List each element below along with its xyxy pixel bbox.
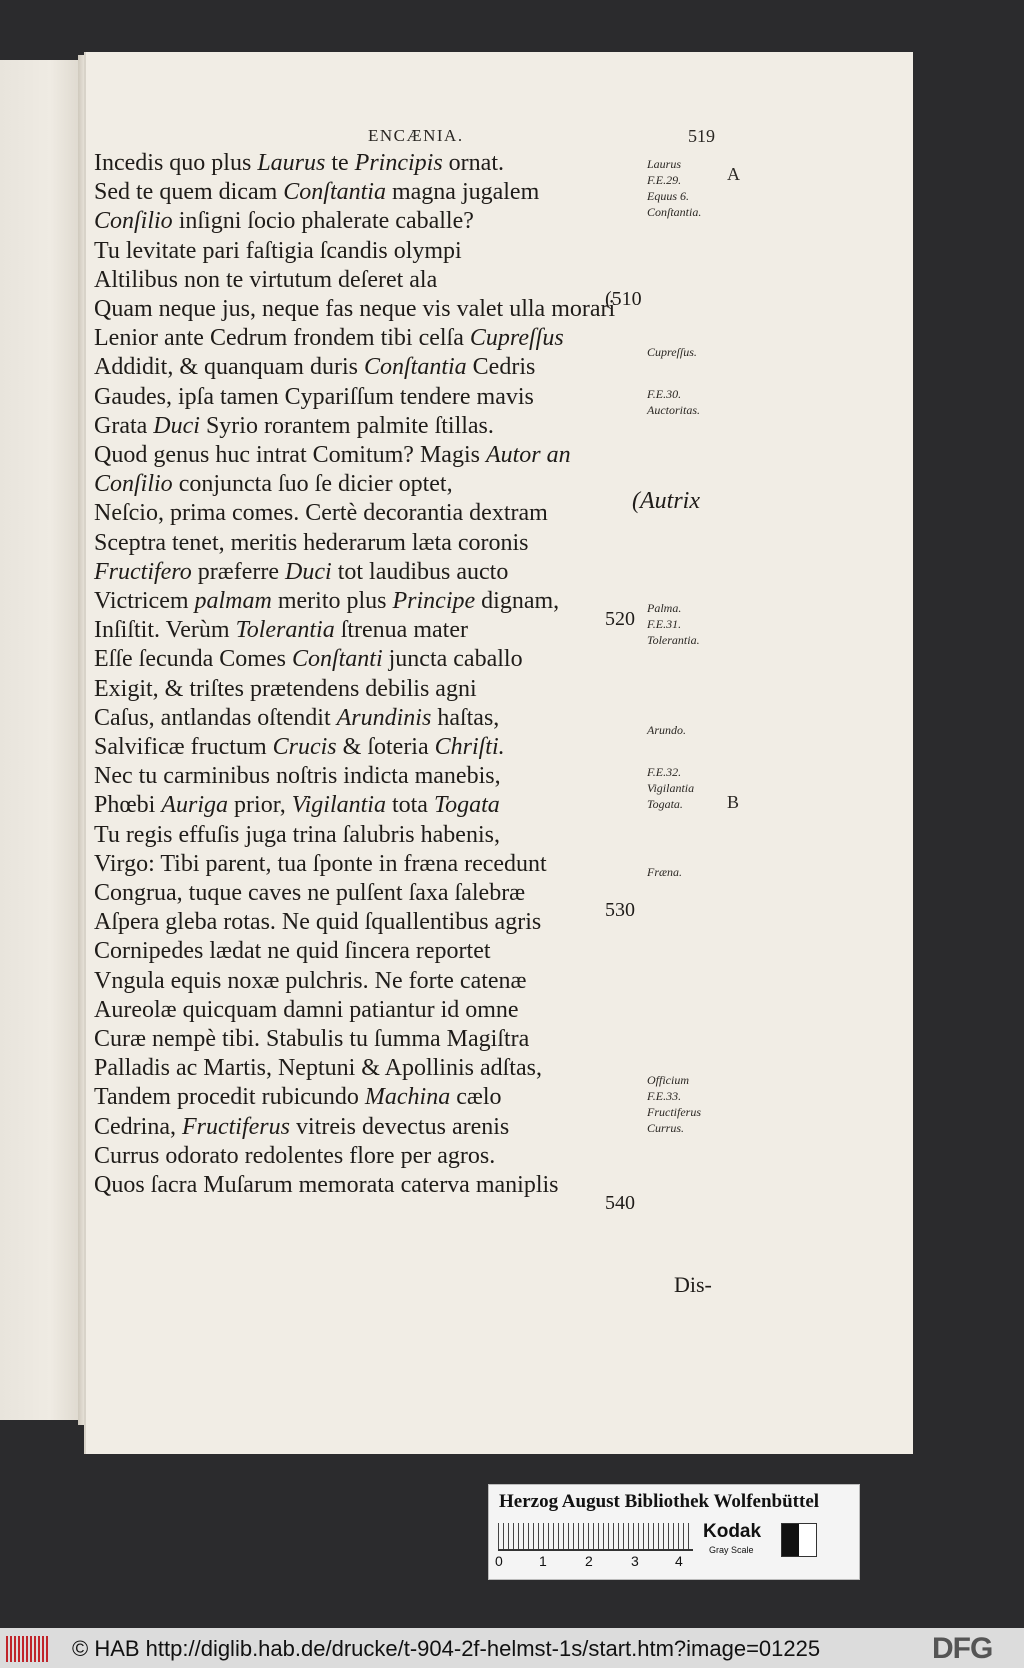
verse-line: Fructifero præferre Duci tot laudibus aucto [94,558,509,585]
archive-color-card [488,1484,860,1580]
source-url[interactable]: © HAB http://diglib.hab.de/drucke/t-904-2f-helmst-1s/start.htm?image=01225 [72,1636,821,1661]
line-number-530: 530 [605,899,635,921]
italic-word: palmam [194,588,272,614]
ruler-label: 2 [585,1553,593,1569]
verse-line: Sed te quem dicam Conſtantia magna jugalem [94,179,540,206]
italic-word: Tolerantia [235,617,335,644]
verse-line: Addidit, & quanquam duris Conſtantia Cedris [94,354,536,381]
italic-word: Conſtantia [363,354,467,381]
verse-line: Sceptra tenet, meritis hederarum læta coronis [94,529,529,556]
verse-line: Tu levitate pari faſtigia ſcandis olympi [94,237,462,264]
dfg-logo: DFG [932,1632,993,1665]
italic-word: Crucis [272,734,337,760]
verse-line: Palladis ac Martis, Neptuni & Apollinis adſtas, [94,1055,542,1082]
verse-line: Incedis quo plus Laurus te Principis ornat. [94,150,504,176]
ruler-label: 4 [675,1553,683,1569]
italic-word: Duci [285,558,332,585]
verse-line: Altilibus non te virtutum deſeret ala [94,266,438,293]
ruler-label: 1 [539,1553,547,1569]
italic-word: Conſtantia [283,179,386,206]
line-number-540: 540 [605,1192,635,1214]
verse-text [84,52,913,1454]
scanned-page [84,52,913,1454]
italic-word: Principis [354,150,443,176]
verse-line: Congrua, tuque caves ne pulſent ſaxa ſalebræ [94,880,526,906]
grayscale-patch [781,1523,817,1557]
verse-line: Aureolæ quicquam damni patiantur id omne [94,996,519,1023]
running-head: ENCÆNIA. [368,126,464,145]
verse-line: Exigit, & triſtes prætendens debilis agni [94,675,477,702]
italic-word: Arundinis [336,704,432,731]
verse-line: Currus odorato redolentes flore per agros. [94,1142,496,1169]
verse-line: Quam neque jus, neque fas neque vis valet ulla morari [94,296,616,322]
scale-ruler [498,1523,693,1551]
margin-note-4: Palma. F.E.31. Tolerantia. [647,601,700,647]
italic-word: Autor an [485,442,571,468]
verse-line: Victricem palmam merito plus Principe dignam, [94,588,560,614]
verse-line: Conſilio inſigni ſocio phalerate caballe? [94,208,474,235]
ruler-label: 0 [495,1553,503,1569]
italic-word: Vigilantia [291,792,386,819]
verse-line: Cedrina, Fructiferus vitreis devectus arenis [94,1113,510,1140]
section-mark-a: A [727,164,740,184]
margin-note-6: F.E.32. Vigilantia Togata. [647,765,695,811]
ruler-label: 3 [631,1553,639,1569]
italic-word: Conſilio [94,208,173,235]
italic-word: Conſilio [94,471,173,498]
verse-line: Grata Duci Syrio rorantem palmite ſtillas. [94,412,494,439]
kodak-subtitle: Gray Scale [709,1545,754,1555]
italic-word: Principe [392,588,476,614]
margin-note-8: Officium F.E.33. Fructiferus Currus. [647,1073,701,1135]
italic-word: Fructiferus [181,1113,290,1140]
verse-line: Tu regis effuſis juga trina ſalubris habenis, [94,821,500,848]
verse-line: Nec tu carminibus noſtris indicta manebis, [94,763,501,790]
section-mark-b: B [727,792,740,812]
kodak-logo: Kodak [703,1521,762,1542]
italic-word: Fructifero [94,558,192,585]
italic-word: Machina [364,1084,451,1111]
facing-page-edge [0,60,84,1420]
margin-note-5: Arundo. [647,723,686,737]
verse-line: Aſpera gleba rotas. Ne quid ſquallentibus agris [94,909,542,936]
italic-word: Togata [433,792,500,819]
verse-line: Eſſe ſecunda Comes Conſtanti juncta caballo [94,646,523,673]
verse-line: Salvificæ fructum Crucis & ſoteria Chriſti. [94,734,505,760]
margin-note-3: F.E.30. Auctoritas. [647,387,700,417]
verse-line: Inſiſtit. Verùm Tolerantia ſtrenua mater [94,617,468,644]
italic-word: Duci [153,412,200,439]
verse-line: Curæ nempè tibi. Stabulis tu ſumma Magiſtra [94,1026,530,1052]
verse-line: Quod genus huc intrat Comitum? Magis Autor an [94,442,571,468]
verse-line: Phœbi Auriga prior, Vigilantia tota Togata [94,792,500,819]
line-number-520: 520 [605,608,635,630]
verse-line: Conſilio conjuncta ſuo ſe dicier optet, [94,471,453,498]
ruler-labels [495,1553,705,1571]
barcode-icon [6,1636,50,1662]
italic-word: Cupreſſus [469,325,564,352]
margin-note-2: Cupreſſus. [647,345,697,359]
verse-line: Vngula equis noxæ pulchris. Ne forte catenæ [94,967,527,994]
verse-line: Virgo: Tibi parent, tua ſponte in fræna recedunt [94,850,547,877]
verse-line: Quos ſacra Muſarum memorata caterva maniplis [94,1172,559,1198]
margin-note-1: Laurus F.E.29. Equus 6. Conſtantia. [647,157,702,219]
page-number: 519 [688,126,715,146]
verse-line: Neſcio, prima comes. Certè decorantia dextram [94,500,548,527]
catchword: Dis- [674,1272,712,1297]
margin-note-7: Fræna. [647,865,683,879]
verse-line: Caſus, antlandas oſtendit Arundinis haſtas, [94,704,500,731]
verse-line: Gaudes, ipſa tamen Cypariſſum tendere mavis [94,383,534,410]
verse-line: Tandem procedit rubicundo Machina cælo [94,1084,502,1111]
verse-line: Cornipedes lædat ne quid ſincera reportet [94,938,491,965]
line-autrix: (Autrix [632,488,700,514]
line-number-510: (510 [605,288,642,310]
italic-word: Conſtanti [291,646,383,673]
library-name: Herzog August Bibliothek Wolfenbüttel [499,1491,820,1512]
italic-word: Chriſti. [434,734,505,760]
verse-line: Lenior ante Cedrum frondem tibi celſa Cupreſſus [94,325,564,352]
italic-word: Auriga [161,792,229,819]
italic-word: Laurus [257,150,326,176]
footer-bar [0,1628,1024,1668]
